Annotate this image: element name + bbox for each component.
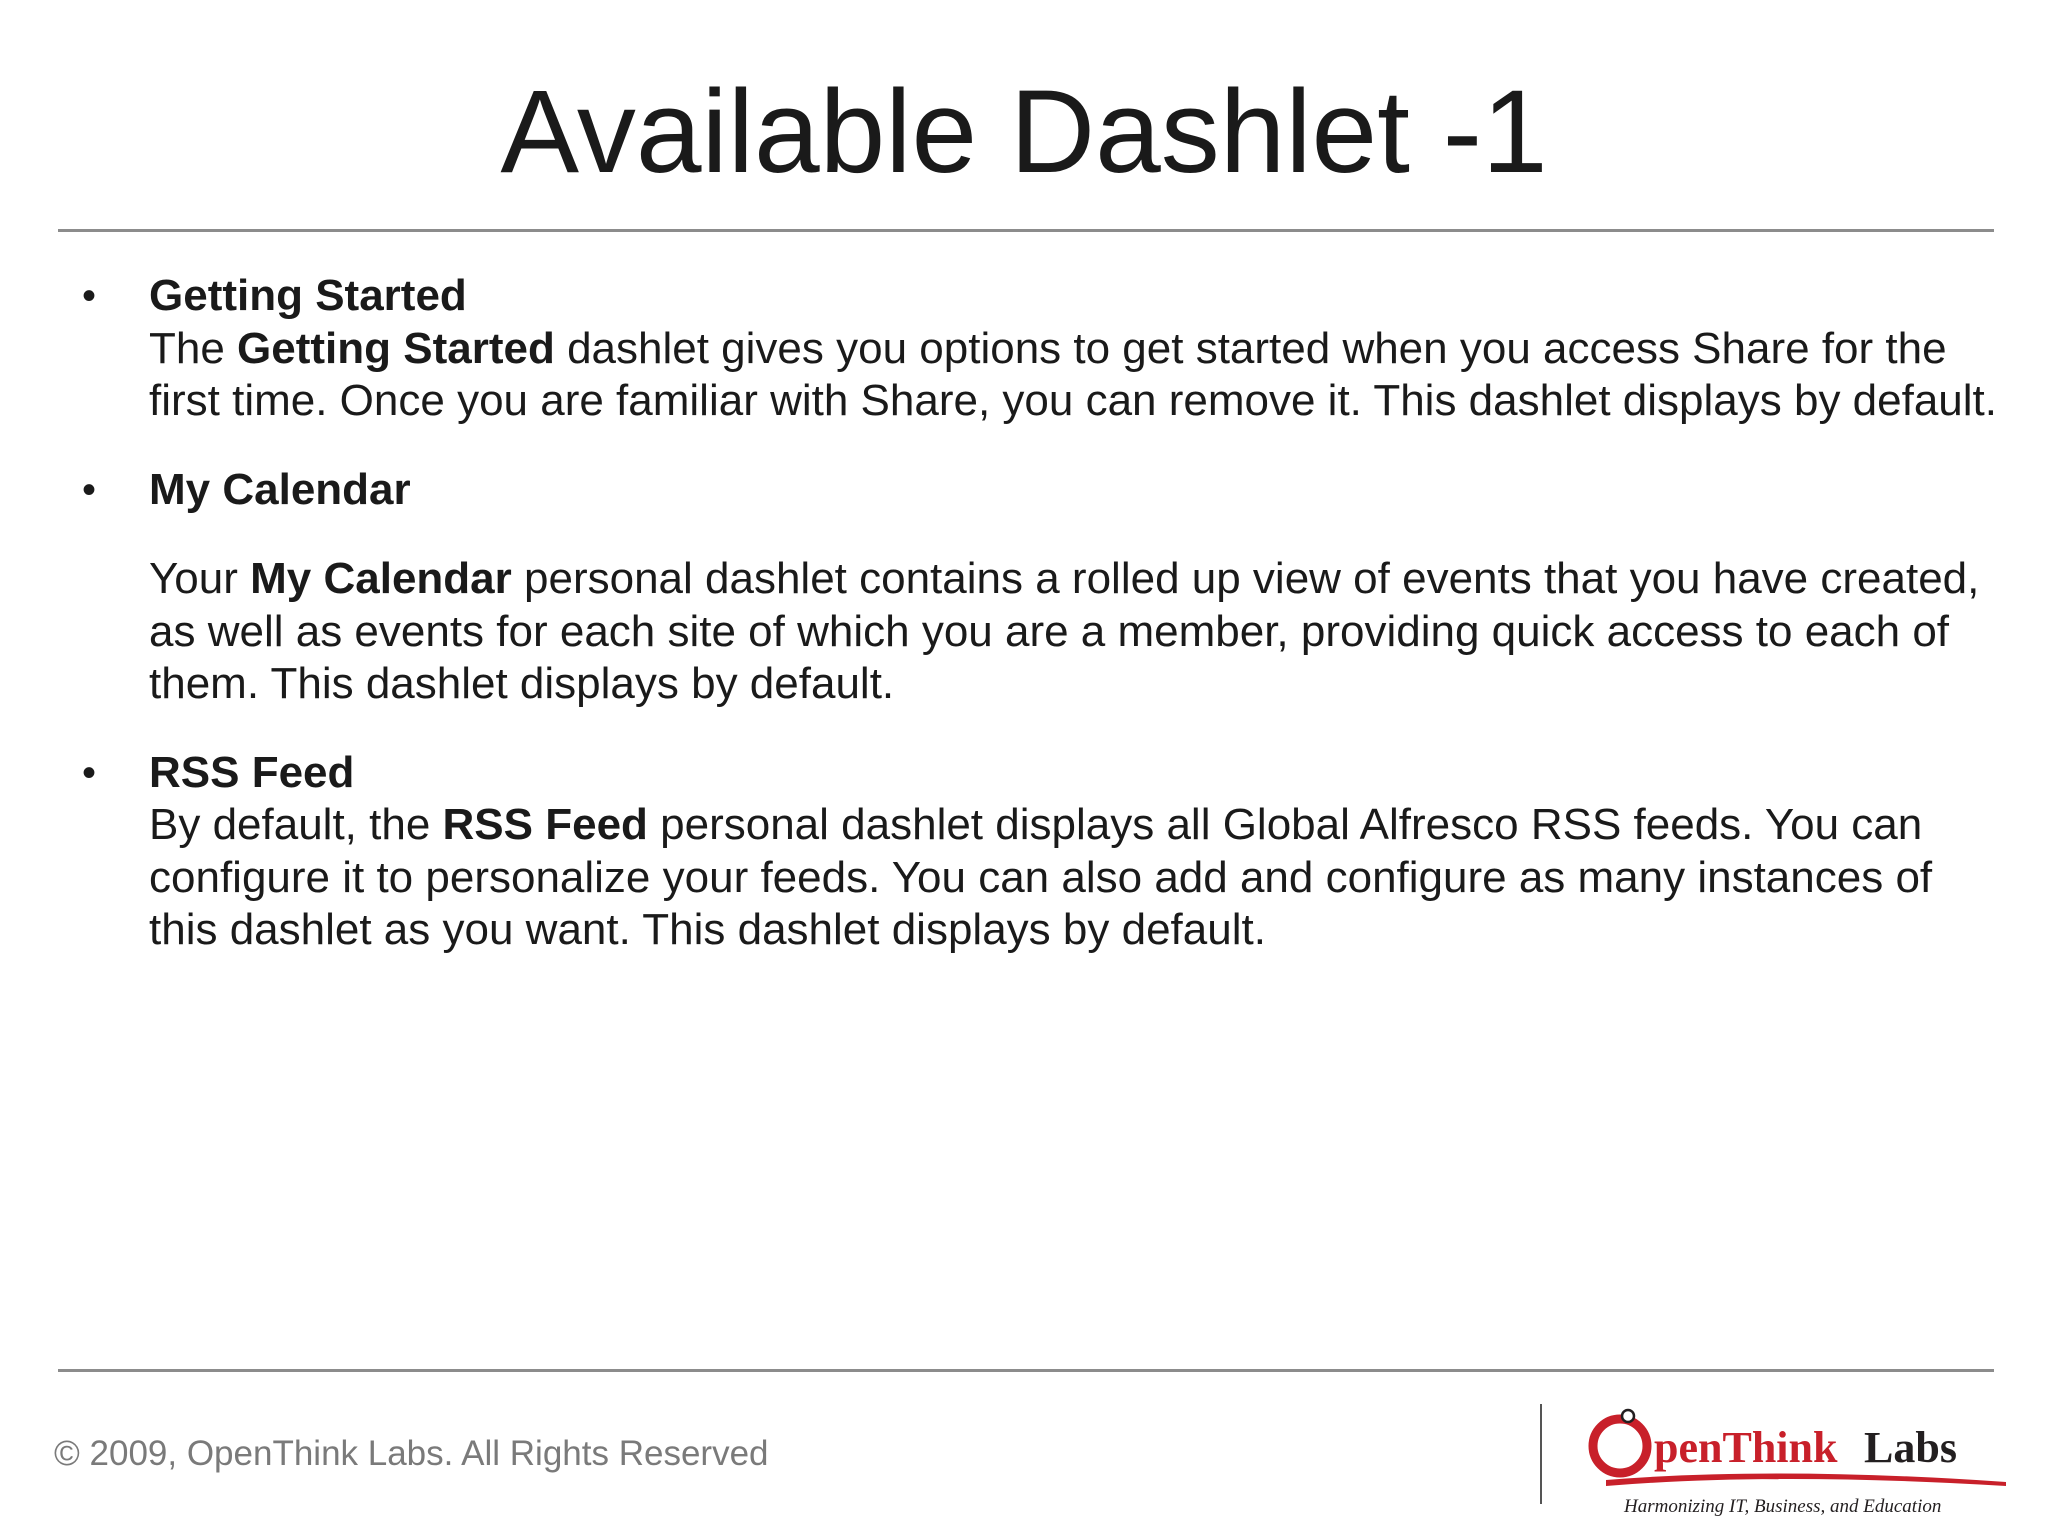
logo-tagline: Harmonizing IT, Business, and Education (1624, 1496, 1942, 1517)
logo-swoosh-icon (1606, 1473, 2006, 1486)
bullet-icon: • (82, 274, 97, 318)
logo-ring-icon (1593, 1419, 1647, 1473)
logo-separator (1540, 1404, 1542, 1504)
item-description: By default, the RSS Feed personal dashlet displays all Global Alfresco RSS feeds. You can configure it to personalize your feeds. You can also add and configure as many instances of this dashlet as you want. This dashlet displays by default. (149, 800, 1933, 954)
item-description: The Getting Started dashlet gives you options to get started when you access Share for the first time. Once you are familiar with Share, you can remove it. This dashlet displays by default. (149, 323, 1997, 425)
title-divider (58, 229, 1994, 232)
list-item-getting-started (0, 270, 2048, 428)
item-heading: Getting Started (149, 271, 467, 320)
openthink-labs-logo (1576, 1400, 2006, 1520)
list-item-rss-feed (0, 747, 2048, 957)
logo-brand-red: penThink (1654, 1423, 1838, 1472)
bullet-list (0, 270, 2048, 957)
bullet-icon: • (82, 467, 97, 512)
list-item-my-calendar (0, 464, 2048, 711)
item-heading: My Calendar (149, 464, 411, 514)
logo-brand-dark: Labs (1864, 1423, 1957, 1472)
footer-divider (58, 1369, 1994, 1372)
bullet-icon: • (82, 750, 97, 795)
logo-ring-dot-icon (1622, 1410, 1634, 1422)
slide-title: Available Dashlet -1 (500, 66, 1548, 198)
item-description: Your My Calendar personal dashlet contains a rolled up view of events that you have created, as well as events for each site of which you are a member, providing quick access to each of them. This dashlet displays by default. (149, 554, 1980, 708)
item-heading: RSS Feed (149, 747, 355, 797)
copyright-text: © 2009, OpenThink Labs. All Rights Reserved (54, 1434, 769, 1473)
